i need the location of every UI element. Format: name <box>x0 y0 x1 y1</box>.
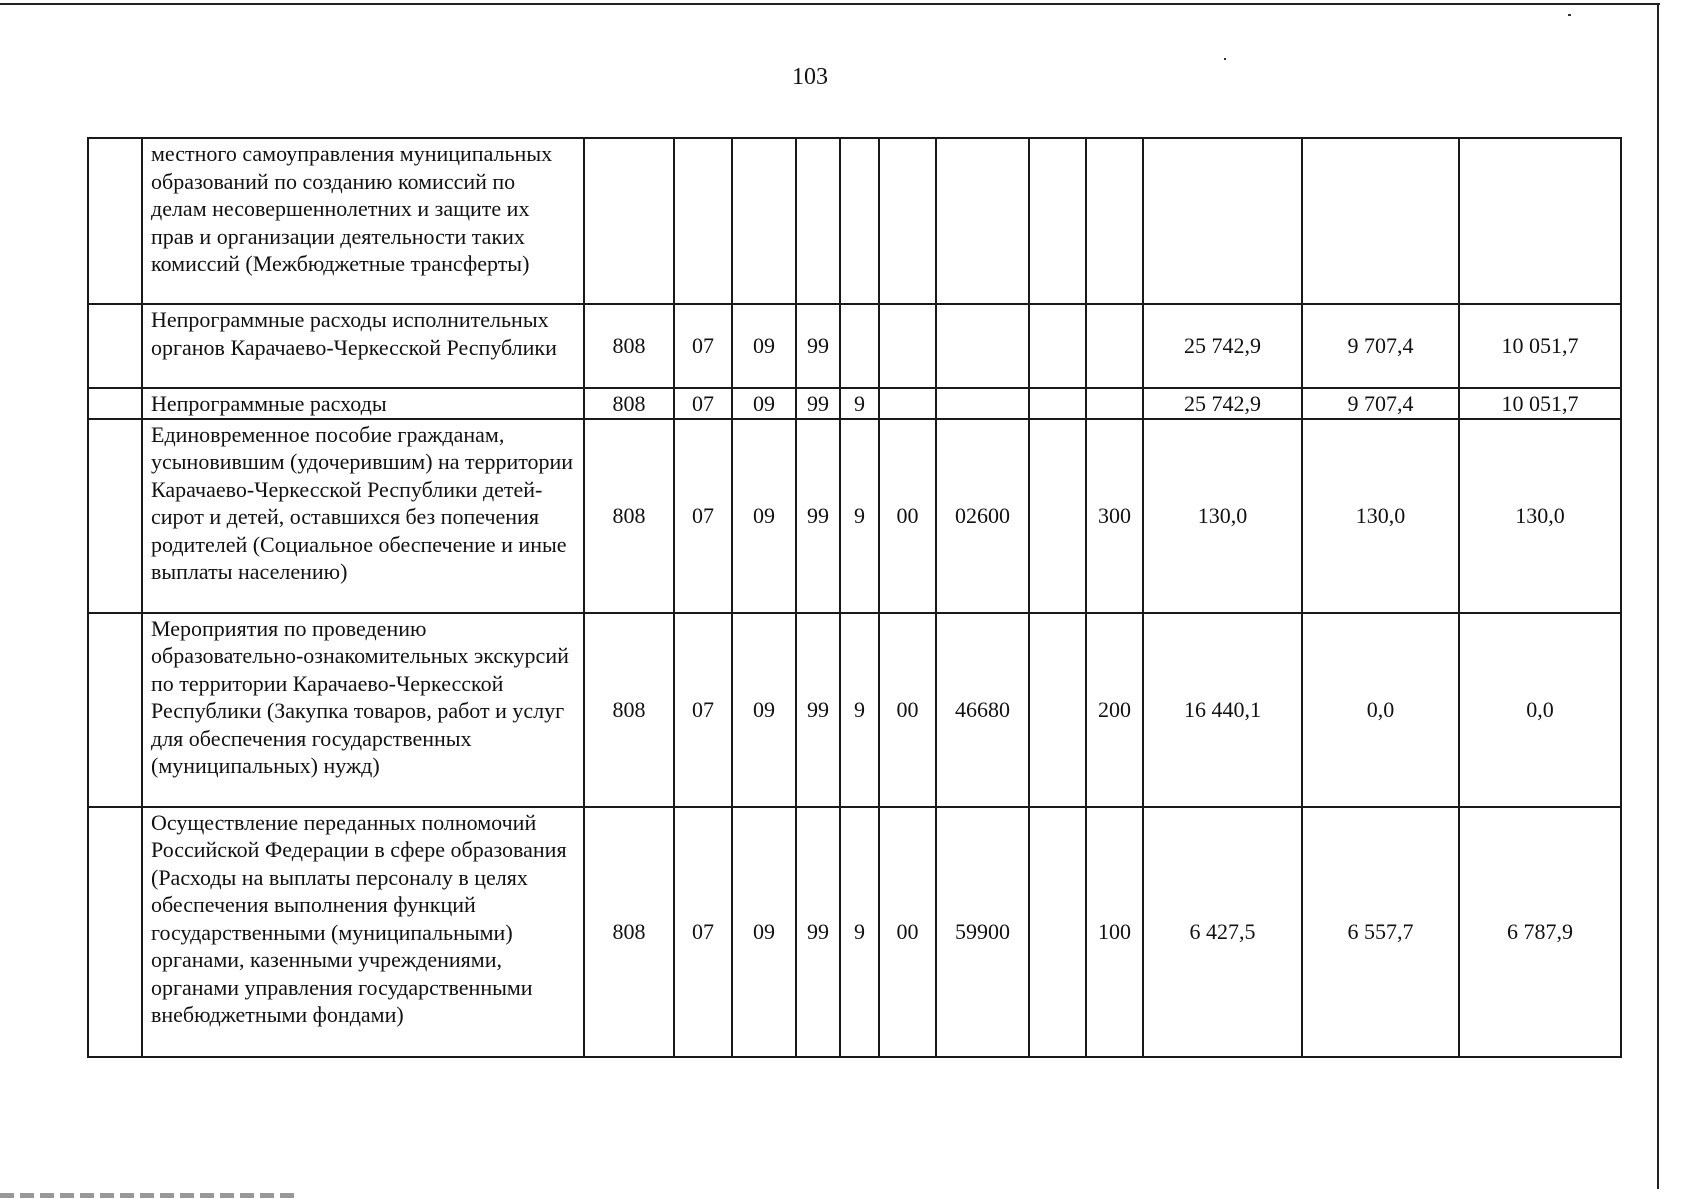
direction-code-cell <box>936 388 1029 419</box>
year3-amount-cell: 10 051,7 <box>1459 304 1621 388</box>
row-number-cell <box>88 613 142 807</box>
extra-code-cell <box>1029 807 1086 1057</box>
main-event-code-cell <box>879 138 936 304</box>
table-row <box>88 419 1621 613</box>
ministry-code-cell: 808 <box>584 613 674 807</box>
row-number-cell <box>88 419 142 613</box>
program-code-cell: 99 <box>796 419 840 613</box>
page-border-top <box>0 3 1660 5</box>
year3-amount-cell <box>1459 138 1621 304</box>
ministry-code-cell: 808 <box>584 304 674 388</box>
ministry-code-cell: 808 <box>584 419 674 613</box>
program-code-cell: 99 <box>796 388 840 419</box>
year3-amount-cell: 10 051,7 <box>1459 388 1621 419</box>
year1-amount-cell: 16 440,1 <box>1143 613 1302 807</box>
extra-code-cell <box>1029 304 1086 388</box>
year2-amount-cell <box>1302 138 1459 304</box>
description-cell: Мероприятия по проведению образовательно-ознакомительных экскурсий по территории Карачаево-Черкесской Республики (Закупка товаров, работ и услуг для обеспечения государственных (муниципальных) нужд) <box>142 613 584 807</box>
expense-type-cell: 100 <box>1086 807 1143 1057</box>
year1-amount-cell: 6 427,5 <box>1143 807 1302 1057</box>
direction-code-cell: 59900 <box>936 807 1029 1057</box>
section-code-cell: 07 <box>674 613 732 807</box>
section-code-cell: 07 <box>674 304 732 388</box>
main-event-code-cell: 00 <box>879 613 936 807</box>
direction-code-cell <box>936 304 1029 388</box>
expense-type-cell: 200 <box>1086 613 1143 807</box>
extra-code-cell <box>1029 419 1086 613</box>
section-code-cell: 07 <box>674 419 732 613</box>
scan-speck <box>1224 58 1226 60</box>
subprogram-code-cell: 9 <box>840 388 879 419</box>
row-number-cell <box>88 138 142 304</box>
year2-amount-cell: 130,0 <box>1302 419 1459 613</box>
row-number-cell <box>88 388 142 419</box>
expense-type-cell <box>1086 138 1143 304</box>
subsection-code-cell <box>732 138 796 304</box>
subsection-code-cell: 09 <box>732 388 796 419</box>
direction-code-cell <box>936 138 1029 304</box>
year1-amount-cell: 25 742,9 <box>1143 388 1302 419</box>
extra-code-cell <box>1029 613 1086 807</box>
section-code-cell: 07 <box>674 388 732 419</box>
expense-type-cell <box>1086 388 1143 419</box>
ministry-code-cell <box>584 138 674 304</box>
direction-code-cell: 02600 <box>936 419 1029 613</box>
table-row <box>88 138 1621 304</box>
year3-amount-cell: 0,0 <box>1459 613 1621 807</box>
table-row <box>88 304 1621 388</box>
year2-amount-cell: 6 557,7 <box>1302 807 1459 1057</box>
main-event-code-cell <box>879 304 936 388</box>
subprogram-code-cell <box>840 138 879 304</box>
year2-amount-cell: 9 707,4 <box>1302 304 1459 388</box>
subprogram-code-cell <box>840 304 879 388</box>
subsection-code-cell: 09 <box>732 613 796 807</box>
main-event-code-cell <box>879 388 936 419</box>
subsection-code-cell: 09 <box>732 419 796 613</box>
expense-type-cell: 300 <box>1086 419 1143 613</box>
program-code-cell: 99 <box>796 807 840 1057</box>
subsection-code-cell: 09 <box>732 807 796 1057</box>
year1-amount-cell <box>1143 138 1302 304</box>
subsection-code-cell: 09 <box>732 304 796 388</box>
direction-code-cell: 46680 <box>936 613 1029 807</box>
ministry-code-cell: 808 <box>584 388 674 419</box>
section-code-cell: 07 <box>674 807 732 1057</box>
year1-amount-cell: 25 742,9 <box>1143 304 1302 388</box>
description-cell: Непрограммные расходы <box>142 388 584 419</box>
table-row <box>88 388 1621 419</box>
extra-code-cell <box>1029 138 1086 304</box>
program-code-cell <box>796 138 840 304</box>
page-border-right <box>1657 4 1659 1189</box>
year3-amount-cell: 6 787,9 <box>1459 807 1621 1057</box>
section-code-cell <box>674 138 732 304</box>
description-cell: Единовременное пособие гражданам, усыновившим (удочерившим) на территории Карачаево-Черкесской Республики детей-сирот и детей, оставшихся без попечения родителей (Социальное обеспечение и иные выплаты населению) <box>142 419 584 613</box>
row-number-cell <box>88 304 142 388</box>
main-event-code-cell: 00 <box>879 807 936 1057</box>
budget-table <box>87 137 1622 1058</box>
table-row <box>88 613 1621 807</box>
main-event-code-cell: 00 <box>879 419 936 613</box>
row-number-cell <box>88 807 142 1057</box>
subprogram-code-cell: 9 <box>840 419 879 613</box>
description-cell: Осуществление переданных полномочий Российской Федерации в сфере образования (Расходы на выплаты персоналу в целях обеспечения выполнения функций государственными (муниципальными) органами, казенными учреждениями, органами управления государственными внебюджетными фондами) <box>142 807 584 1057</box>
year3-amount-cell: 130,0 <box>1459 419 1621 613</box>
page-number: 103 <box>792 64 828 90</box>
extra-code-cell <box>1029 388 1086 419</box>
subprogram-code-cell: 9 <box>840 613 879 807</box>
year2-amount-cell: 0,0 <box>1302 613 1459 807</box>
program-code-cell: 99 <box>796 304 840 388</box>
year2-amount-cell: 9 707,4 <box>1302 388 1459 419</box>
program-code-cell: 99 <box>796 613 840 807</box>
scan-speck <box>1568 14 1571 16</box>
description-cell: местного самоуправления муниципальных образований по созданию комиссий по делам несовершеннолетних и защите их прав и организации деятельности таких комиссий (Межбюджетные трансферты) <box>142 138 584 304</box>
scan-edge-smudge <box>0 1193 300 1198</box>
expense-type-cell <box>1086 304 1143 388</box>
year1-amount-cell: 130,0 <box>1143 419 1302 613</box>
ministry-code-cell: 808 <box>584 807 674 1057</box>
description-cell: Непрограммные расходы исполнительных органов Карачаево-Черкесской Республики <box>142 304 584 388</box>
table-row <box>88 807 1621 1057</box>
subprogram-code-cell: 9 <box>840 807 879 1057</box>
